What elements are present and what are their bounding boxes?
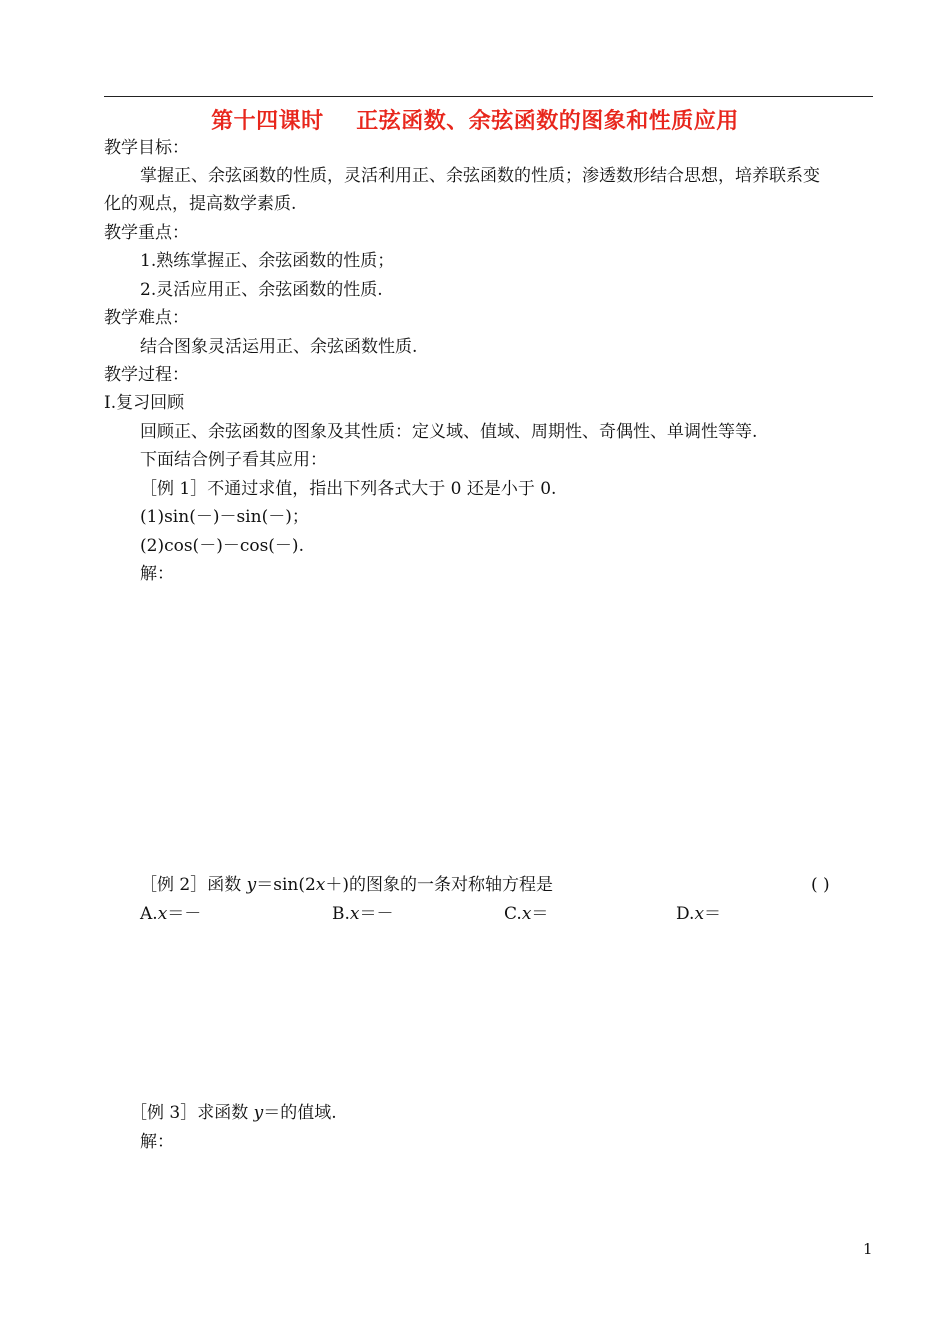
example-3-var-y: y [253,1103,264,1123]
key-point-1: 1.熟练掌握正、余弦函数的性质； [140,251,395,271]
option-a-rest: ＝－ [167,904,202,924]
difficulties-heading: 教学难点： [104,308,189,328]
option-d-var: x [694,904,705,924]
section-1-title: Ⅰ.复习回顾 [104,393,185,413]
option-b-rest: ＝－ [359,904,394,924]
page-number: 1 [863,1240,873,1258]
option-d-rest: ＝ [704,904,722,924]
option-c-var: x [521,904,532,924]
option-b-var: x [349,904,360,924]
example-2-prompt-c: ＋)的图象的一条对称轴方程是 [325,875,554,895]
example-1-part-1: (1)sin(－)－sin(－)； [140,507,309,527]
key-points-heading: 教学重点： [104,223,189,243]
example-3-prompt-b: ＝的值域. [263,1103,337,1123]
example-2-var-x: x [315,875,326,895]
header-rule [104,96,873,97]
key-point-2: 2.灵活应用正、余弦函数的性质. [140,280,383,300]
difficulties-line-1: 结合图象灵活运用正、余弦函数性质. [140,337,418,357]
example-2-prompt-b: ＝sin(2 [256,875,316,895]
page-title: 第十四课时 正弦函数、余弦函数的图象和性质应用 [211,109,739,134]
process-heading: 教学过程： [104,365,189,385]
review-line-1: 回顾正、余弦函数的图象及其性质：定义域、值域、周期性、奇偶性、单调性等等. [140,422,758,442]
example-3-prompt-a: ［例 3］求函数 [130,1103,254,1123]
example-1-solution-label: 解： [140,564,174,584]
example-2-prompt [140,874,553,896]
example-2-answer-bracket: ( ) [811,875,830,895]
example-2-option-c [504,903,548,925]
option-a-var: x [157,904,168,924]
example-1-part-2: (2)cos(－)－cos(－). [140,536,304,556]
example-2-option-b [332,903,394,925]
option-b-letter: B. [332,904,350,924]
example-2-prompt-a: ［例 2］函数 [140,875,247,895]
objectives-line-2: 化的观点，提高数学素质. [104,194,297,214]
review-line-2: 下面结合例子看其应用： [140,450,327,470]
option-c-letter: C. [504,904,522,924]
example-3-solution-label: 解： [140,1132,174,1152]
example-1-prompt: ［例 1］不通过求值，指出下列各式大于 0 还是小于 0. [140,479,557,499]
option-d-letter: D. [676,904,695,924]
example-2-option-d [676,903,721,925]
example-3-prompt [130,1102,337,1124]
objectives-heading: 教学目标： [104,138,189,158]
option-c-rest: ＝ [531,904,549,924]
example-2-var-y: y [246,875,257,895]
option-a-letter: A. [140,904,158,924]
objectives-line-1: 掌握正、余弦函数的性质，灵活利用正、余弦函数的性质；渗透数形结合思想，培养联系变 [140,166,820,186]
example-2-option-a [140,903,201,925]
